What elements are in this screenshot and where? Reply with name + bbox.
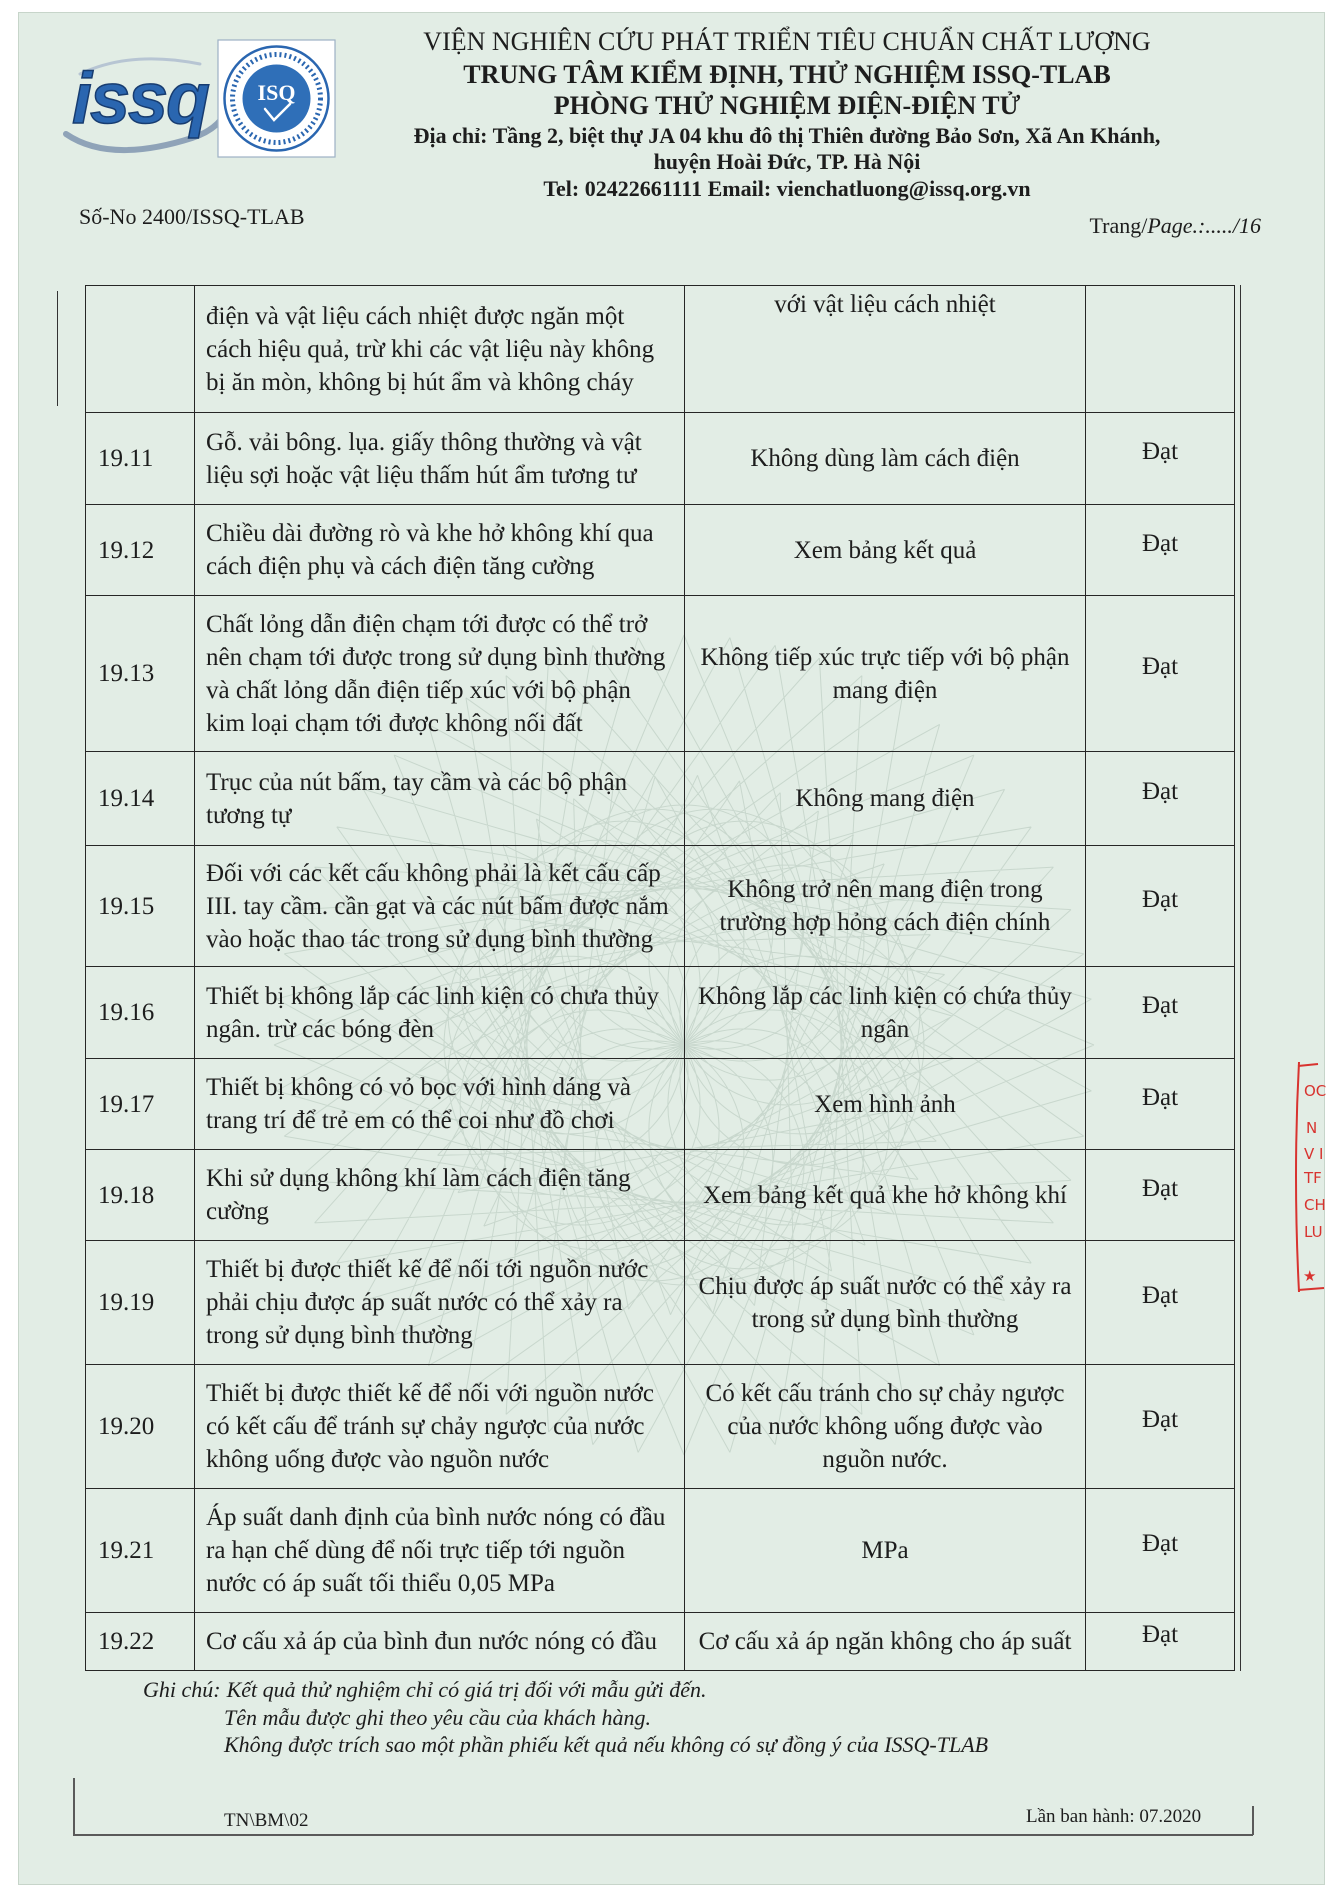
requirement-cell: [195, 1489, 685, 1613]
results-table: [85, 285, 1235, 1671]
result-cell: [685, 1059, 1086, 1150]
clause-number: [86, 286, 195, 413]
result-line: Có kết cấu tránh cho sự chảy ngược: [705, 1380, 1065, 1407]
result-line: Không trở nên mang điện trong: [727, 876, 1043, 903]
footer-frame-right: [1252, 1806, 1254, 1835]
requirement-line: cách điện phụ và cách điện tăng cường: [206, 553, 595, 580]
requirement-line: Cơ cấu xả áp của bình đun nước nóng có đầu: [206, 1628, 657, 1655]
note-line-1: [143, 1677, 707, 1703]
verdict: Đạt: [1086, 1059, 1235, 1150]
requirement-line: III. tay cầm. cần gạt và các nút bấm được nắm: [206, 892, 669, 920]
requirement-line: trang trí để trẻ em có thể coi như đồ chơi: [206, 1107, 615, 1134]
requirement-cell: [195, 1150, 685, 1241]
address-line-2: huyện Hoài Đức, TP. Hà Nội: [653, 149, 921, 174]
table-row: [86, 967, 1235, 1059]
requirement-line: vào hoặc thao tác trong sử dụng bình thường: [206, 925, 654, 953]
verdict: [1086, 286, 1235, 413]
result-line: MPa: [861, 1537, 909, 1564]
table-row: [86, 413, 1235, 505]
requirement-line: không uống được vào nguồn nước: [206, 1446, 550, 1473]
result-line: Không dùng làm cách điện: [750, 445, 1020, 472]
requirement-line: liệu sợi hoặc vật liệu thấm hút ẩm tương tư: [206, 461, 637, 489]
result-cell: [685, 1365, 1086, 1489]
verdict: Đạt: [1086, 967, 1235, 1059]
result-line: nguồn nước.: [822, 1446, 948, 1473]
requirement-cell: [195, 413, 685, 505]
clause-number: 19.16: [86, 967, 195, 1059]
result-line: của nước không uống được vào: [727, 1413, 1043, 1440]
requirement-line: Chất lỏng dẫn điện chạm tới được có thể trở: [206, 610, 648, 638]
badge-label: ISQ: [257, 80, 296, 105]
table-row: [86, 1059, 1235, 1150]
footer-frame-bottom: [73, 1834, 1253, 1836]
footer-frame-left: [73, 1778, 75, 1835]
result-cell: [685, 1241, 1086, 1365]
table-outer-right-border: [1240, 285, 1241, 1671]
stamp-fragment: TF: [1304, 1169, 1322, 1187]
requirement-line: Thiết bị không có vỏ bọc với hình dáng và: [206, 1074, 631, 1101]
stamp-fragment: OC: [1304, 1082, 1327, 1100]
table-row: [86, 752, 1235, 846]
verdict: Đạt: [1086, 1365, 1235, 1489]
result-line: trong sử dụng bình thường: [751, 1305, 1019, 1333]
result-line: Xem hình ảnh: [814, 1090, 956, 1118]
verdict: Đạt: [1086, 413, 1235, 505]
form-code: TN\BM\02: [224, 1810, 309, 1831]
result-cell: [685, 505, 1086, 596]
result-line: Không tiếp xúc trực tiếp với bộ phận: [700, 643, 1070, 671]
result-line: trường hợp hỏng cách điện chính: [719, 909, 1051, 936]
requirement-cell: [195, 596, 685, 752]
verdict: Đạt: [1086, 1613, 1235, 1671]
page-label: Trang/: [1089, 213, 1148, 238]
requirement-cell: [195, 1613, 685, 1671]
stamp-fragment: N: [1306, 1119, 1318, 1137]
result-line: Không lắp các linh kiện có chứa thủy: [698, 982, 1072, 1010]
requirement-cell: [195, 967, 685, 1059]
requirement-line: phải chịu được áp suất nước có thể xảy ra: [206, 1289, 623, 1316]
stamp-fragment: V I: [1304, 1145, 1324, 1163]
result-line: Xem bảng kết quả: [793, 536, 977, 564]
requirement-line: Chiều dài đường rò và khe hở không khí qua: [206, 520, 654, 547]
requirement-line: Khi sử dụng không khí làm cách điện tăng: [206, 1165, 631, 1192]
table-row: [86, 1489, 1235, 1613]
result-cell: [685, 846, 1086, 967]
requirement-cell: [195, 505, 685, 596]
result-line: Không mang điện: [795, 785, 975, 812]
table-row: [86, 846, 1235, 967]
result-cell: [685, 967, 1086, 1059]
page-indicator: [1061, 213, 1261, 239]
result-cell: [685, 286, 1086, 413]
requirement-line: điện và vật liệu cách nhiệt được ngăn một: [206, 302, 625, 330]
table-edge-line: [57, 291, 58, 406]
result-line: ngân: [860, 1015, 910, 1043]
clause-number: 19.22: [86, 1613, 195, 1671]
result-cell: [685, 1613, 1086, 1671]
requirement-line: nước có áp suất tối thiểu 0,05 MPa: [206, 1570, 555, 1597]
clause-number: 19.21: [86, 1489, 195, 1613]
contact-line: Tel: 02422661111 Email: vienchatluong@issq.org.vn: [543, 176, 1031, 201]
requirement-cell: [195, 1241, 685, 1365]
stamp-star-icon: ★: [1303, 1267, 1317, 1285]
requirement-line: và chất lỏng dẫn điện tiếp xúc với bộ phận: [206, 676, 631, 704]
document-number: Số-No 2400/ISSQ-TLAB: [79, 204, 305, 229]
note-line-3: Không được trích sao một phần phiếu kết quả nếu không có sự đồng ý của ISSQ-TLAB: [224, 1732, 989, 1757]
verdict: Đạt: [1086, 846, 1235, 967]
clause-number: 19.12: [86, 505, 195, 596]
table-row: [86, 1613, 1235, 1671]
clause-number: 19.19: [86, 1241, 195, 1365]
stamp-arc: [1296, 1062, 1299, 1292]
requirement-line: trong sử dụng bình thường: [206, 1322, 473, 1349]
clause-number: 19.14: [86, 752, 195, 846]
table-row: [86, 1150, 1235, 1241]
note-label: Ghi chú:: [143, 1677, 221, 1702]
clause-number: 19.18: [86, 1150, 195, 1241]
result-line: Chịu được áp suất nước có thể xảy ra: [698, 1272, 1072, 1300]
clause-number: 19.13: [86, 596, 195, 752]
table-row: [86, 596, 1235, 752]
requirement-cell: [195, 1365, 685, 1489]
requirement-line: Thiết bị không lắp các linh kiện có chưa thủy: [206, 982, 660, 1010]
verdict: Đạt: [1086, 1150, 1235, 1241]
result-line: với vật liệu cách nhiệt: [774, 291, 996, 318]
result-cell: [685, 1150, 1086, 1241]
result-cell: [685, 596, 1086, 752]
requirement-line: Gỗ. vải bông. lụa. giấy thông thường và vật: [206, 428, 642, 456]
verdict: Đạt: [1086, 596, 1235, 752]
requirement-line: bị ăn mòn, không bị hút ẩm và không cháy: [206, 368, 634, 396]
result-line: Xem bảng kết quả khe hở không khí: [703, 1181, 1067, 1209]
stamp-tick-top: [1298, 1064, 1318, 1066]
requirement-line: cách hiệu quả, trừ khi các vật liệu này không: [206, 335, 655, 363]
center-name: TRUNG TÂM KIỂM ĐỊNH, THỬ NGHIỆM ISSQ-TLAB: [463, 60, 1111, 89]
table-row: [86, 1241, 1235, 1365]
result-line: Cơ cấu xả áp ngăn không cho áp suất: [698, 1628, 1072, 1655]
result-cell: [685, 752, 1086, 846]
requirement-line: có kết cấu để tránh sự chảy ngược của nước: [206, 1413, 645, 1440]
logo-wordmark: issq: [72, 59, 209, 139]
requirement-line: Thiết bị được thiết kế để nối với nguồn nước: [206, 1380, 654, 1407]
clause-number: 19.11: [86, 413, 195, 505]
clause-number: 19.17: [86, 1059, 195, 1150]
requirement-cell: [195, 752, 685, 846]
stamp-tick-bottom: [1298, 1288, 1324, 1290]
table-row: [86, 505, 1235, 596]
requirement-line: Áp suất danh định của bình nước nóng có đầu: [206, 1504, 666, 1531]
clause-number: 19.20: [86, 1365, 195, 1489]
stamp-fragment: LU: [1304, 1223, 1323, 1241]
verdict: Đạt: [1086, 1241, 1235, 1365]
address-line-1: Địa chỉ: Tầng 2, biệt thự JA 04 khu đô thị Thiên đường Bảo Sơn, Xã An Khánh,: [413, 123, 1161, 148]
requirement-line: ra hạn chế dùng để nối trực tiếp tới nguồn: [206, 1537, 626, 1564]
issq-logo: [60, 30, 350, 170]
requirement-line: cường: [206, 1198, 269, 1225]
institute-name: VIỆN NGHIÊN CỨU PHÁT TRIỂN TIÊU CHUẨN CHẤT LƯỢNG: [423, 27, 1151, 56]
requirement-line: ngân. trừ các bóng đèn: [206, 1015, 435, 1043]
note-line-2: Tên mẫu được ghi theo yêu cầu của khách hàng.: [224, 1705, 651, 1730]
red-seal-stamp: [1290, 1060, 1343, 1300]
requirement-cell: [195, 286, 685, 413]
result-cell: [685, 413, 1086, 505]
verdict: Đạt: [1086, 1489, 1235, 1613]
page-value: Page.:...../16: [1147, 213, 1261, 238]
requirement-line: tương tự: [206, 801, 292, 829]
verdict: Đạt: [1086, 752, 1235, 846]
requirement-line: Trục của nút bấm, tay cầm và các bộ phận: [206, 768, 628, 796]
results-table-body: [86, 286, 1235, 1671]
requirement-cell: [195, 846, 685, 967]
table-row: [86, 286, 1235, 413]
requirement-line: Thiết bị được thiết kế để nối tới nguồn nước: [206, 1256, 649, 1283]
requirement-line: kim loại chạm tới được không nối đất: [206, 709, 583, 737]
table-row: [86, 1365, 1235, 1489]
clause-number: 19.15: [86, 846, 195, 967]
verdict: Đạt: [1086, 505, 1235, 596]
note-text-1: Kết quả thử nghiệm chỉ có giá trị đối với mẫu gửi đến.: [226, 1677, 707, 1702]
stamp-fragment: CH: [1304, 1196, 1326, 1214]
requirement-line: nên chạm tới được trong sử dụng bình thường: [206, 643, 666, 671]
result-cell: [685, 1489, 1086, 1613]
result-line: mang điện: [832, 676, 938, 704]
requirement-line: Đối với các kết cấu không phải là kết cấu cấp: [206, 859, 661, 887]
lab-name: PHÒNG THỬ NGHIỆM ĐIỆN-ĐIỆN TỬ: [553, 91, 1021, 120]
requirement-cell: [195, 1059, 685, 1150]
issue-date: Lần ban hành: 07.2020: [1026, 1806, 1202, 1827]
